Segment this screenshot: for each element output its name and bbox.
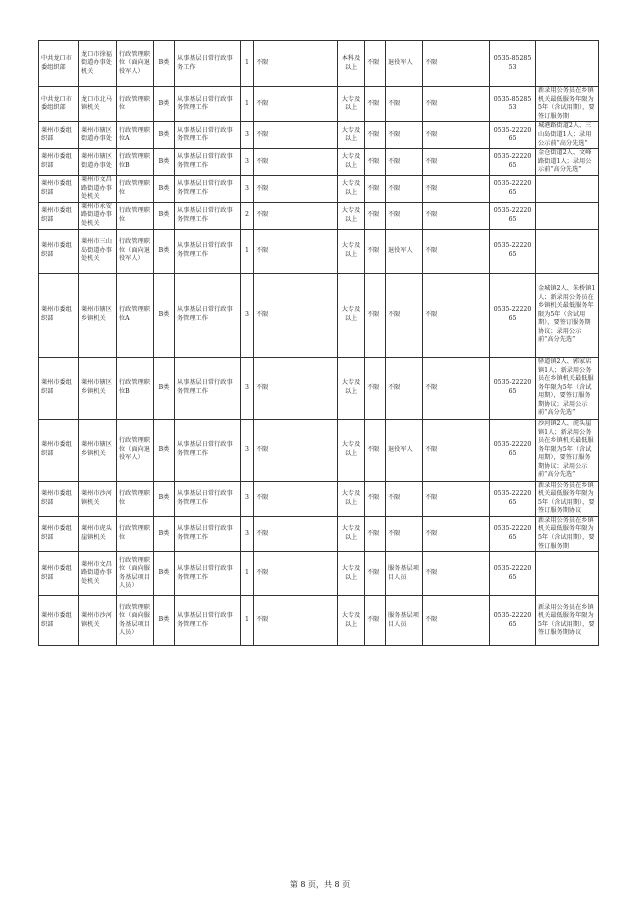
cell-major: 不限	[254, 122, 338, 149]
cell-unit: 莱州市沙河镇机关	[79, 596, 117, 646]
cell-note: 新录用公务员在乡镇机关最低服务年限为5年（含试用期），要签订服务期协议	[536, 481, 599, 516]
cell-position: 行政管理职位（面向服务基层项目人员）	[117, 552, 154, 596]
cell-degree: 不限	[365, 41, 386, 87]
cell-other: 不限	[423, 87, 490, 122]
table-row	[39, 596, 599, 646]
cell-duty: 从事基层日常行政事务管理工作	[175, 149, 241, 176]
cell-duty: 从事基层日常行政事务管理工作	[175, 229, 241, 273]
cell-position: 行政管理职位（面向退役军人）	[117, 229, 154, 273]
cell-duty: 从事基层日常行政事务管理工作	[175, 273, 241, 357]
cell-category: B类	[154, 149, 175, 176]
cell-recruiter: 中共龙口市委组织部	[39, 87, 79, 122]
cell-category: B类	[154, 229, 175, 273]
cell-major: 不限	[254, 516, 338, 551]
cell-phone: 0535-2222065	[490, 149, 536, 176]
cell-note: 金城镇2人、朱桥镇1人；新录用公务员在乡镇机关最低服务年限为5年（含试用期），要签订服务期协议；录用公示前“高分先选”	[536, 273, 599, 357]
cell-note	[536, 229, 599, 273]
cell-education: 大专及以上	[338, 273, 365, 357]
cell-major: 不限	[254, 419, 338, 481]
cell-unit: 莱州市辖区街道办事处	[79, 149, 117, 176]
cell-education: 大专及以上	[338, 149, 365, 176]
cell-education: 大专及以上	[338, 202, 365, 229]
cell-other: 不限	[423, 596, 490, 646]
cell-phone: 0535-2222065	[490, 175, 536, 202]
cell-recruiter: 莱州市委组织部	[39, 596, 79, 646]
table-row	[39, 229, 599, 273]
cell-recruiter: 莱州市委组织部	[39, 149, 79, 176]
cell-count: 1	[241, 596, 254, 646]
cell-target: 退役军人	[386, 419, 423, 481]
cell-unit: 莱州市文昌路街道办事处机关	[79, 552, 117, 596]
cell-degree: 不限	[365, 122, 386, 149]
cell-recruiter: 莱州市委组织部	[39, 202, 79, 229]
cell-unit: 莱州市辖区街道办事处	[79, 122, 117, 149]
cell-position: 行政管理职位	[117, 516, 154, 551]
cell-phone: 0535-2222065	[490, 273, 536, 357]
cell-degree: 不限	[365, 596, 386, 646]
cell-category: B类	[154, 202, 175, 229]
cell-category: B类	[154, 273, 175, 357]
cell-target: 退役军人	[386, 229, 423, 273]
cell-education: 大专及以上	[338, 229, 365, 273]
cell-duty: 从事基层日常行政事务管理工作	[175, 87, 241, 122]
cell-unit: 莱州市三山岛街道办事处机关	[79, 229, 117, 273]
cell-count: 3	[241, 273, 254, 357]
cell-duty: 从事基层日常行政事务管理工作	[175, 175, 241, 202]
cell-duty: 从事基层日常行政事务管理工作	[175, 202, 241, 229]
cell-count: 3	[241, 175, 254, 202]
cell-major: 不限	[254, 41, 338, 87]
cell-unit: 龙口市徐福街道办事处机关	[79, 41, 117, 87]
cell-education: 大专及以上	[338, 87, 365, 122]
cell-other: 不限	[423, 122, 490, 149]
cell-degree: 不限	[365, 87, 386, 122]
cell-major: 不限	[254, 87, 338, 122]
cell-unit: 莱州市沙河镇机关	[79, 481, 117, 516]
cell-unit: 莱州市辖区乡镇机关	[79, 357, 117, 419]
cell-recruiter: 莱州市委组织部	[39, 175, 79, 202]
cell-note: 沙河镇2人、虎头崖镇1人；新录用公务员在乡镇机关最低服务年限为5年（含试用期），要签订服务期协议；录用公示前“高分先选”	[536, 419, 599, 481]
cell-unit: 莱州市文昌路街道办事处机关	[79, 175, 117, 202]
cell-note	[536, 202, 599, 229]
cell-degree: 不限	[365, 273, 386, 357]
cell-major: 不限	[254, 202, 338, 229]
cell-category: B类	[154, 357, 175, 419]
cell-duty: 从事基层日常行政事务管理工作	[175, 596, 241, 646]
cell-category: B类	[154, 175, 175, 202]
cell-position: 行政管理职位B	[117, 149, 154, 176]
cell-target: 不限	[386, 273, 423, 357]
table-row	[39, 516, 599, 551]
cell-count: 1	[241, 229, 254, 273]
cell-category: B类	[154, 552, 175, 596]
table-row	[39, 552, 599, 596]
cell-duty: 从事基层日常行政事务工作	[175, 41, 241, 87]
cell-degree: 不限	[365, 516, 386, 551]
cell-major: 不限	[254, 149, 338, 176]
cell-education: 大专及以上	[338, 122, 365, 149]
cell-recruiter: 莱州市委组织部	[39, 273, 79, 357]
cell-major: 不限	[254, 273, 338, 357]
cell-target: 不限	[386, 481, 423, 516]
cell-degree: 不限	[365, 149, 386, 176]
cell-count: 2	[241, 202, 254, 229]
cell-count: 1	[241, 552, 254, 596]
cell-category: B类	[154, 87, 175, 122]
cell-recruiter: 莱州市委组织部	[39, 357, 79, 419]
cell-category: B类	[154, 596, 175, 646]
table-row	[39, 87, 599, 122]
cell-major: 不限	[254, 229, 338, 273]
cell-major: 不限	[254, 357, 338, 419]
cell-degree: 不限	[365, 202, 386, 229]
cell-note	[536, 552, 599, 596]
cell-other: 不限	[423, 273, 490, 357]
cell-phone: 0535-2222065	[490, 202, 536, 229]
cell-unit: 莱州市辖区乡镇机关	[79, 419, 117, 481]
cell-other: 不限	[423, 229, 490, 273]
cell-duty: 从事基层日常行政事务管理工作	[175, 357, 241, 419]
cell-major: 不限	[254, 552, 338, 596]
cell-phone: 0535-2222065	[490, 357, 536, 419]
table-body	[39, 41, 599, 646]
cell-recruiter: 莱州市委组织部	[39, 419, 79, 481]
cell-position: 行政管理职位	[117, 202, 154, 229]
cell-other: 不限	[423, 149, 490, 176]
cell-unit: 龙口市北马镇机关	[79, 87, 117, 122]
cell-count: 3	[241, 149, 254, 176]
recruitment-table	[38, 40, 599, 646]
cell-education: 大专及以上	[338, 552, 365, 596]
cell-duty: 从事基层日常行政事务管理工作	[175, 481, 241, 516]
cell-recruiter: 莱州市委组织部	[39, 229, 79, 273]
cell-phone: 0535-2222065	[490, 419, 536, 481]
cell-count: 3	[241, 481, 254, 516]
cell-position: 行政管理职位（面向服务基层项目人员）	[117, 596, 154, 646]
table-row	[39, 202, 599, 229]
cell-position: 行政管理职位A	[117, 122, 154, 149]
cell-major: 不限	[254, 481, 338, 516]
table-row	[39, 273, 599, 357]
cell-target: 服务基层项目人员	[386, 596, 423, 646]
cell-duty: 从事基层日常行政事务管理工作	[175, 516, 241, 551]
cell-phone: 0535-2222065	[490, 516, 536, 551]
table-row	[39, 419, 599, 481]
table-row	[39, 41, 599, 87]
cell-education: 本科及以上	[338, 41, 365, 87]
cell-other: 不限	[423, 516, 490, 551]
cell-target: 不限	[386, 175, 423, 202]
cell-degree: 不限	[365, 552, 386, 596]
cell-category: B类	[154, 41, 175, 87]
page-footer: 第 8 页，共 8 页	[289, 880, 351, 889]
cell-degree: 不限	[365, 481, 386, 516]
cell-position: 行政管理职位A	[117, 273, 154, 357]
cell-phone: 0535-8528553	[490, 41, 536, 87]
cell-target: 不限	[386, 149, 423, 176]
cell-count: 3	[241, 419, 254, 481]
cell-target: 服务基层项目人员	[386, 552, 423, 596]
table-row	[39, 481, 599, 516]
cell-major: 不限	[254, 175, 338, 202]
cell-recruiter: 中共龙口市委组织部	[39, 41, 79, 87]
cell-education: 大专及以上	[338, 175, 365, 202]
cell-position: 行政管理职位（面向退役军人）	[117, 419, 154, 481]
cell-unit: 莱州市虎头崖镇机关	[79, 516, 117, 551]
cell-position: 行政管理职位	[117, 481, 154, 516]
cell-category: B类	[154, 122, 175, 149]
cell-phone: 0535-2222065	[490, 596, 536, 646]
cell-other: 不限	[423, 481, 490, 516]
cell-target: 不限	[386, 357, 423, 419]
cell-target: 不限	[386, 516, 423, 551]
cell-count: 1	[241, 87, 254, 122]
cell-degree: 不限	[365, 419, 386, 481]
cell-duty: 从事基层日常行政事务管理工作	[175, 122, 241, 149]
cell-phone: 0535-8528553	[490, 87, 536, 122]
cell-other: 不限	[423, 357, 490, 419]
cell-recruiter: 莱州市委组织部	[39, 481, 79, 516]
cell-education: 大专及以上	[338, 481, 365, 516]
cell-position: 行政管理职位（面向退役军人）	[117, 41, 154, 87]
cell-note: 金仓街道2人、文峰路街道1人；录用公示前“高分先选”	[536, 149, 599, 176]
cell-unit: 莱州市辖区乡镇机关	[79, 273, 117, 357]
cell-count: 1	[241, 41, 254, 87]
cell-education: 大专及以上	[338, 419, 365, 481]
cell-position: 行政管理职位	[117, 175, 154, 202]
cell-education: 大专及以上	[338, 596, 365, 646]
cell-degree: 不限	[365, 229, 386, 273]
cell-category: B类	[154, 516, 175, 551]
cell-target: 不限	[386, 202, 423, 229]
table-row	[39, 149, 599, 176]
cell-target: 不限	[386, 87, 423, 122]
cell-degree: 不限	[365, 357, 386, 419]
cell-count: 3	[241, 516, 254, 551]
table-row	[39, 357, 599, 419]
cell-note: 新录用公务员在乡镇机关最低服务年限为5年（含试用期），要签订服务期	[536, 516, 599, 551]
cell-position: 行政管理职位B	[117, 357, 154, 419]
cell-note: 城港路街道2人、三山岛街道1人；录用公示前“高分先选”	[536, 122, 599, 149]
cell-category: B类	[154, 419, 175, 481]
cell-recruiter: 莱州市委组织部	[39, 122, 79, 149]
cell-other: 不限	[423, 202, 490, 229]
cell-note	[536, 175, 599, 202]
cell-education: 大专及以上	[338, 516, 365, 551]
cell-position: 行政管理职位	[117, 87, 154, 122]
cell-recruiter: 莱州市委组织部	[39, 552, 79, 596]
cell-education: 大专及以上	[338, 357, 365, 419]
cell-note: 驿道镇2人、郭家店镇1人；新录用公务员在乡镇机关最低服务年限为5年（含试用期），要签订服务期协议；录用公示前“高分先选”	[536, 357, 599, 419]
cell-other: 不限	[423, 175, 490, 202]
table-row	[39, 175, 599, 202]
cell-other: 不限	[423, 419, 490, 481]
cell-phone: 0535-2222065	[490, 481, 536, 516]
cell-note: 新录用公务员在乡镇机关最低服务年限为5年（含试用期），要签订服务期协议	[536, 596, 599, 646]
cell-target: 不限	[386, 122, 423, 149]
cell-note: 新录用公务员在乡镇机关最低服务年限为5年（含试用期），要签订服务期	[536, 87, 599, 122]
cell-category: B类	[154, 481, 175, 516]
cell-count: 3	[241, 122, 254, 149]
cell-target: 退役军人	[386, 41, 423, 87]
cell-recruiter: 莱州市委组织部	[39, 516, 79, 551]
cell-other: 不限	[423, 552, 490, 596]
table-row	[39, 122, 599, 149]
cell-duty: 从事基层日常行政事务管理工作	[175, 552, 241, 596]
cell-duty: 从事基层日常行政事务管理工作	[175, 419, 241, 481]
cell-phone: 0535-2222065	[490, 122, 536, 149]
cell-degree: 不限	[365, 175, 386, 202]
cell-major: 不限	[254, 596, 338, 646]
cell-phone: 0535-2222065	[490, 552, 536, 596]
cell-note	[536, 41, 599, 87]
cell-count: 3	[241, 357, 254, 419]
cell-other: 不限	[423, 41, 490, 87]
cell-phone: 0535-2222065	[490, 229, 536, 273]
cell-unit: 莱州市永安路街道办事处机关	[79, 202, 117, 229]
